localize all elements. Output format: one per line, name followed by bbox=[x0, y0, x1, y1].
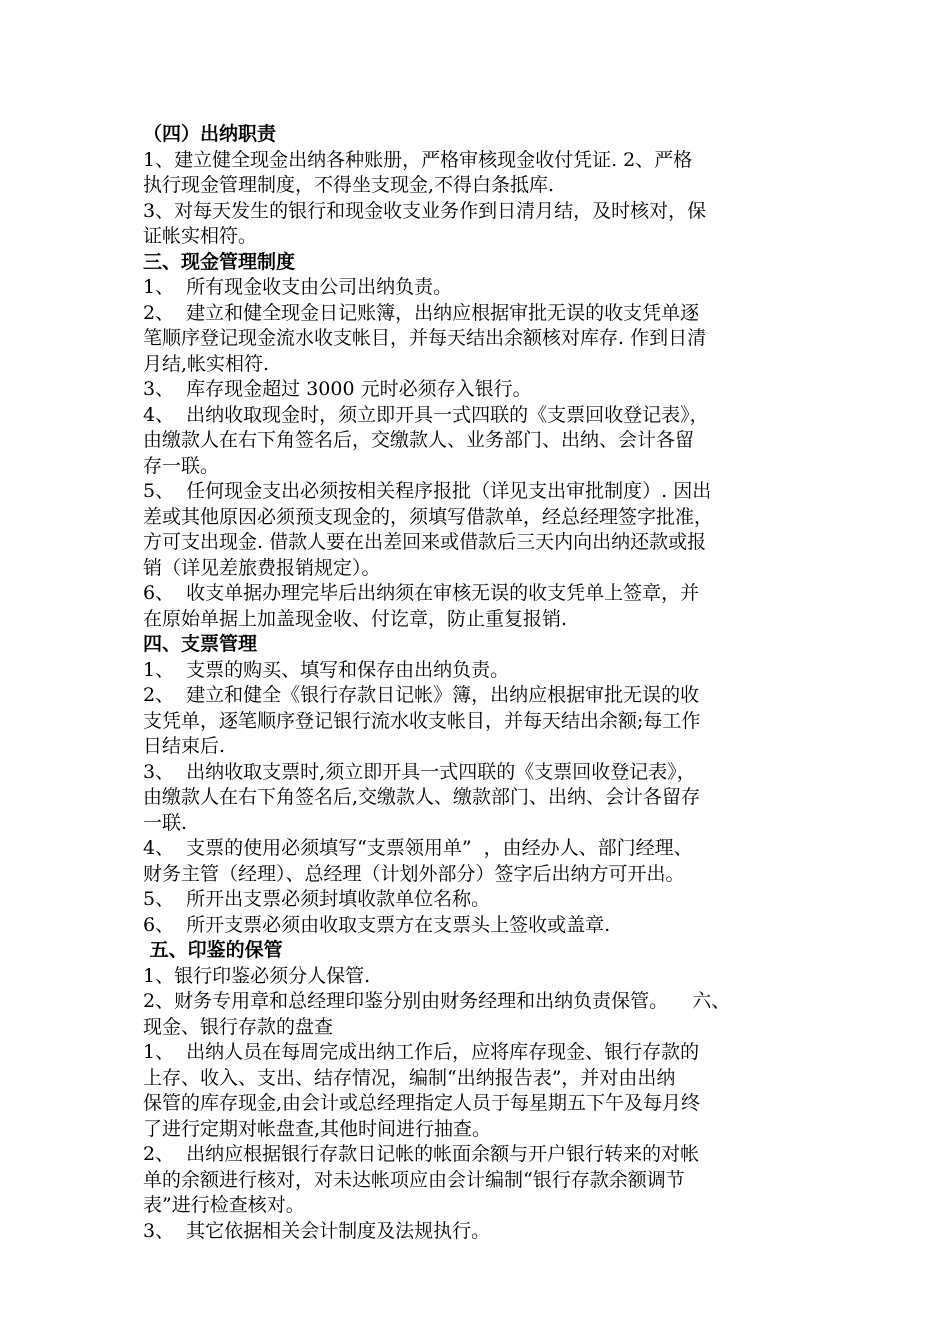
text-line: 执行现金管理制度，不得坐支现金,不得白条抵库. bbox=[143, 174, 555, 196]
text-line: 月结,帐实相符. bbox=[143, 352, 270, 375]
text-line: 销（详见差旅费报销规定）。 bbox=[143, 556, 381, 579]
section-heading: 四、支票管理 bbox=[143, 633, 258, 655]
text-line: 表”进行检查核对。 bbox=[143, 1194, 305, 1216]
text-line: 笔顺序登记现金流水收支帐目，并每天结出余额核对库存. 作到日清 bbox=[143, 327, 707, 349]
text-line: 证帐实相符。 bbox=[143, 225, 258, 247]
text-line: 单的余额进行核对，对未达帐项应由会计编制“银行存款余额调节 bbox=[143, 1168, 685, 1191]
text-line: 由缴款人在右下角签名后，交缴款人、业务部门、出纳、会计各留 bbox=[143, 429, 695, 451]
text-line: 3、 其它依据相关会计制度及法规执行。 bbox=[143, 1219, 491, 1242]
document-body bbox=[143, 122, 813, 1244]
text-line: 2、 建立和健全现金日记账簿，出纳应根据审批无误的收支凭单逐 bbox=[143, 301, 700, 324]
text-line: 由缴款人在右下角签名后,交缴款人、缴款部门、出纳、会计各留存 bbox=[143, 786, 701, 808]
section-heading: （四）出纳职责 bbox=[143, 123, 277, 145]
text-line: 日结束后. bbox=[143, 735, 226, 757]
text-line: 现金、银行存款的盘查 bbox=[143, 1015, 334, 1038]
text-line: 5、 任何现金支出必须按相关程序报批（详见支出审批制度）. 因出 bbox=[143, 480, 712, 502]
text-line: 3、 出纳收取支票时,须立即开具一式四联的《支票回收登记表》， bbox=[143, 760, 696, 783]
section-heading: 五、印鉴的保管 bbox=[143, 939, 283, 961]
text-line: 上存、收入、支出、结存情况，编制“出纳报告表”，并对由出纳 bbox=[143, 1066, 676, 1089]
text-line: 4、 出纳收取现金时，须立即开具一式四联的《支票回收登记表》， bbox=[143, 403, 709, 426]
text-line: 6、 收支单据办理完毕后出纳须在审核无误的收支凭单上签章，并 bbox=[143, 582, 700, 604]
text-line: 1、 出纳人员在每周完成出纳工作后，应将库存现金、银行存款的 bbox=[143, 1041, 700, 1063]
text-line: 差或其他原因必须预支现金的，须填写借款单，经总经理签字批准， bbox=[143, 505, 714, 528]
text-line: 5、 所开出支票必须封填收款单位名称。 bbox=[143, 888, 491, 910]
text-line: 3、 库存现金超过 3000 元时必须存入银行。 bbox=[143, 378, 532, 400]
text-line: 支凭单，逐笔顺序登记银行流水收支帐目，并每天结出余额;每工作 bbox=[143, 709, 701, 732]
text-line: 3、对每天发生的银行和现金收支业务作到日清月结，及时核对，保 bbox=[143, 199, 707, 222]
text-line: 2、 出纳应根据银行存款日记帐的帐面余额与开户银行转来的对帐 bbox=[143, 1143, 700, 1165]
text-line: 4、 支票的使用必须填写“支票领用单” ，由经办人、部门经理、 bbox=[143, 837, 693, 859]
text-line: 2、财务专用章和总经理印鉴分别由财务经理和出纳负责保管。 六、 bbox=[143, 990, 731, 1012]
text-line: 一联. bbox=[143, 811, 188, 834]
text-line: 2、 建立和健全《银行存款日记帐》簿，出纳应根据审批无误的收 bbox=[143, 684, 700, 706]
text-line: 存一联。 bbox=[143, 454, 220, 477]
text-line: 了进行定期对帐盘查,其他时间进行抽查。 bbox=[143, 1117, 492, 1140]
text-line: 1、 支票的购买、填写和保存由出纳负责。 bbox=[143, 658, 510, 681]
section-heading: 三、现金管理制度 bbox=[143, 250, 296, 273]
text-line: 1、 所有现金收支由公司出纳负责。 bbox=[143, 276, 453, 298]
text-line: 6、 所开支票必须由收取支票方在支票头上签收或盖章. bbox=[143, 913, 611, 936]
text-line: 财务主管（经理）、总经理（计划外部分）签字后出纳方可开出。 bbox=[143, 862, 685, 885]
text-line: 在原始单据上加盖现金收、付讫章，防止重复报销. bbox=[143, 607, 568, 630]
text-line: 1、银行印鉴必须分人保管. bbox=[143, 964, 371, 987]
text-line: 1、建立健全现金出纳各种账册，严格审核现金收付凭证. 2、严格 bbox=[143, 148, 693, 171]
text-line: 保管的库存现金,由会计或总经理指定人员于每星期五下午及每月终 bbox=[143, 1092, 701, 1114]
text-line: 方可支出现金. 借款人要在出差回来或借款后三天内向出纳还款或报 bbox=[143, 531, 707, 553]
